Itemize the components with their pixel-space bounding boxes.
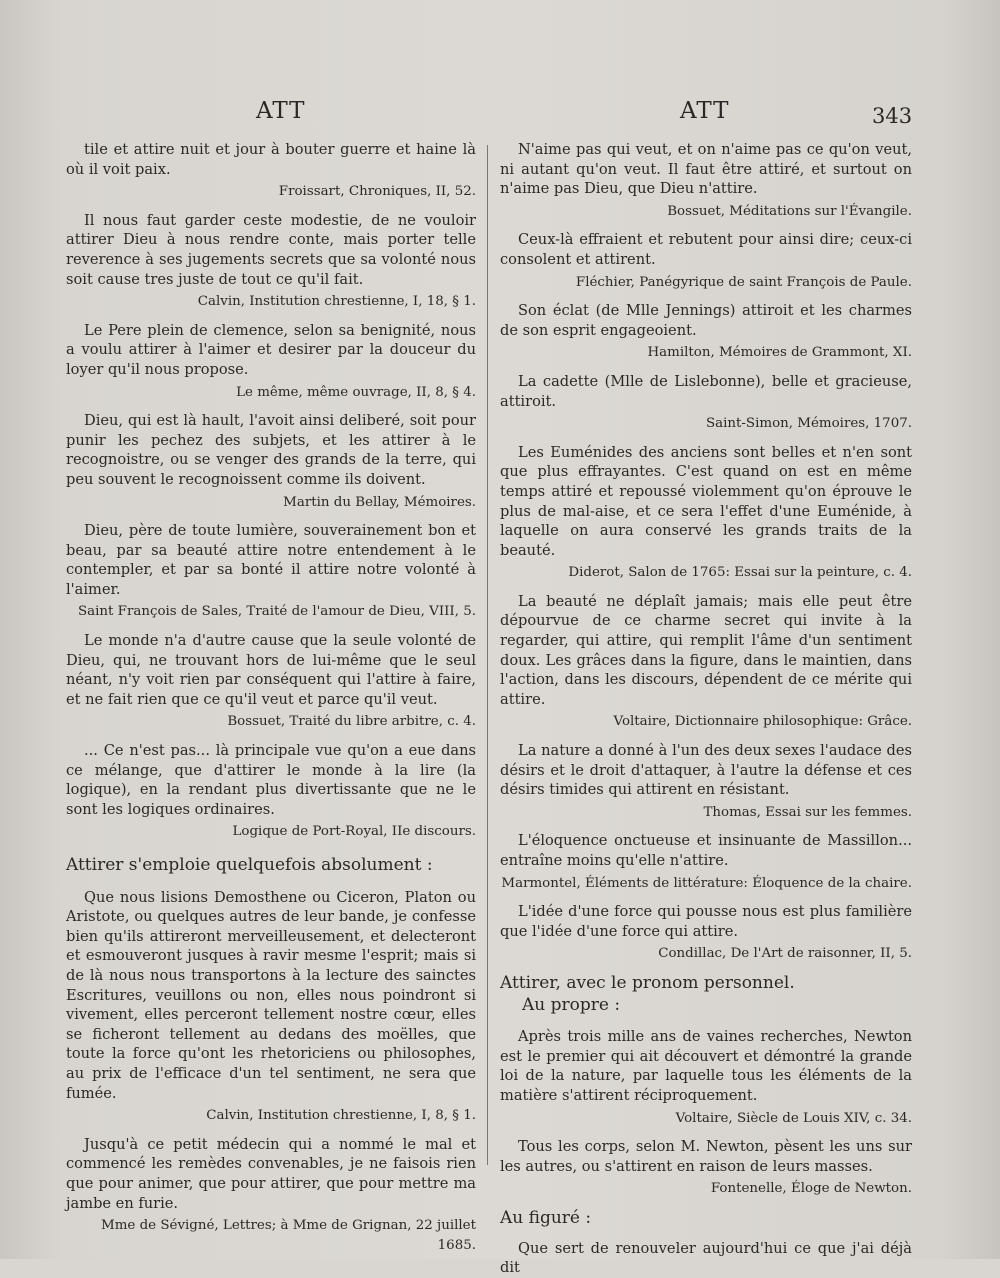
quotation: Jusqu'à ce petit médecin qui a nommé le mal et commencé les remèdes convenables, je ne faisois rien que pour animer, que pour attirer, que pour mettre ma jambe en furie. bbox=[66, 1135, 476, 1212]
page-number: 343 bbox=[872, 104, 913, 128]
quotation: Tous les corps, selon M. Newton, pèsent les uns sur les autres, ou s'attirent en raison de leurs masses. bbox=[500, 1138, 912, 1175]
quotation: Les Euménides des anciens sont belles et n'en sont que plus effrayantes. C'est quand on est en même temps attiré et repoussé violemment qu'on éprouve le plus de mal-aise, et ce sera l'effet d'une Euménide, à laquelle on aura conservé les grands traits de la beauté. bbox=[500, 443, 912, 559]
quotation: L'idée d'une force qui pousse nous est plus familière que l'idée d'une force qui attire. bbox=[500, 903, 912, 940]
citation: Voltaire, Siècle de Louis XIV, c. 34. bbox=[675, 1110, 912, 1126]
quotation: La beauté ne déplaît jamais; mais elle peut être dépourvue de ce charme secret qui invite à la regarder, qui attire, qui remplit l'âme d'un sentiment doux. Les grâces dans la figure, dans le maintien, dans l'action, dans les discours, dépendent de ce mérite qui attire. bbox=[500, 592, 912, 708]
citation: Condillac, De l'Art de raisonner, II, 5. bbox=[658, 946, 912, 962]
subheading: Au propre : bbox=[522, 994, 621, 1015]
quotation: Le Pere plein de clemence, selon sa benignité, nous a voulu attirer à l'aimer et desirer par la douceur du loyer qu'il nous propose. bbox=[66, 321, 476, 378]
citation: Saint-Simon, Mémoires, 1707. bbox=[705, 416, 912, 432]
quotation: Après trois mille ans de vaines recherches, Newton est le premier qui ait découvert et démontré la grande loi de la nature, par laquelle tous les éléments de la matière s'attirent réciproquement. bbox=[500, 1028, 912, 1104]
citation: Thomas, Essai sur les femmes. bbox=[703, 804, 912, 820]
quotation: Le monde n'a d'autre cause que la seule volonté de Dieu, qui, ne trouvant hors de lui-même que le seul néant, n'y voit rien par conséquent qui l'attire à faire, et ne fait rien que ce qu'il veut et parce qu'il veut. bbox=[66, 632, 476, 708]
right-column bbox=[500, 140, 912, 1278]
left-column bbox=[66, 140, 476, 1264]
quotation: Dieu, père de toute lumière, souverainement bon et beau, par sa beauté attire notre entendement à le contempler, et par sa bonté il attire notre volonté à l'aimer. bbox=[66, 522, 476, 598]
citation: Calvin, Institution chrestienne, I, 8, § 1. bbox=[206, 1108, 476, 1124]
quotation: Que nous lisions Demosthene ou Ciceron, Platon ou Aristote, ou quelques autres de leur bande, je confesse bien qu'ils attireront merveilleusement, et delecteront et esmouveront jusques à ravir mesme l'esprit; mais si de là nous nous transportons à la lecture des sainctes Escritures, veuillons ou non, elles nous poindront si vivement, elles perceront tellement nostre cœur, elles se ficheront tellement au dedans des moëlles, que toute la force qu'ont les rhetoriciens ou philosophes, au prix de l'efficace d'un tel sentiment, ne sera que fumée. bbox=[66, 888, 476, 1102]
citation: Fléchier, Panégyrique de saint François de Paule. bbox=[575, 274, 912, 290]
citation: Martin du Bellay, Mémoires. bbox=[283, 494, 476, 510]
section-heading: Attirer s'emploie quelquefois absolument : bbox=[66, 855, 433, 875]
quotation: La cadette (Mlle de Lislebonne), belle et gracieuse, attiroit. bbox=[500, 372, 912, 410]
citation: Calvin, Institution chrestienne, I, 18, § 1. bbox=[197, 294, 476, 310]
quotation: La nature a donné à l'un des deux sexes l'audace des désirs et le droit d'attaquer, à l'autre la défense et ces désirs timides qui attirent en résistant. bbox=[500, 742, 912, 799]
running-head-left: ATT bbox=[256, 98, 306, 124]
citation: Fontenelle, Éloge de Newton. bbox=[710, 1181, 912, 1197]
section-heading: Attirer, avec le pronom personnel. bbox=[500, 972, 795, 993]
quotation: Son éclat (de Mlle Jennings) attiroit et les charmes de son esprit engageoient. bbox=[500, 302, 912, 339]
citation: Bossuet, Traité du libre arbitre, c. 4. bbox=[227, 714, 476, 730]
citation: Saint François de Sales, Traité de l'amour de Dieu, VIII, 5. bbox=[77, 604, 476, 620]
column-divider bbox=[487, 145, 488, 1165]
citation: Diderot, Salon de 1765: Essai sur la peinture, c. 4. bbox=[568, 565, 912, 581]
citation: Voltaire, Dictionnaire philosophique: Grâce. bbox=[613, 714, 912, 730]
citation: Bossuet, Méditations sur l'Évangile. bbox=[667, 203, 912, 219]
citation: Logique de Port-Royal, IIe discours. bbox=[232, 824, 476, 840]
subheading: Au figuré : bbox=[500, 1207, 592, 1228]
quotation: Il nous faut garder ceste modestie, de ne vouloir attirer Dieu à nous rendre conte, mais porter telle reverence à ses jugements secrets que sa volonté nous soit cause tres juste de tout ce qu'il fait. bbox=[66, 211, 476, 288]
quotation: N'aime pas qui veut, et on n'aime pas ce qu'on veut, ni autant qu'on veut. Il faut être attiré, et surtout on n'aime pas Dieu, que Dieu n'attire. bbox=[500, 141, 912, 198]
citation: Hamilton, Mémoires de Grammont, XI. bbox=[647, 345, 912, 361]
running-head-right: ATT bbox=[680, 98, 730, 124]
citation: Le même, même ouvrage, II, 8, § 4. bbox=[236, 384, 476, 400]
quotation: L'éloquence onctueuse et insinuante de Massillon... entraîne moins qu'elle n'attire. bbox=[500, 832, 912, 869]
quotation: Ceux-là effraient et rebutent pour ainsi dire; ceux-ci consolent et attirent. bbox=[500, 231, 912, 268]
quotation: ... Ce n'est pas... là principale vue qu'on a eue dans ce mélange, que d'attirer le monde à la lire (la logique), en la rendant plus divertissante que ne le sont les logiques ordinaires. bbox=[66, 742, 476, 818]
citation: Mme de Sévigné, Lettres; à Mme de Grignan, 22 juillet 1685. bbox=[101, 1218, 476, 1253]
quotation: Dieu, qui est là hault, l'avoit ainsi deliberé, soit pour punir les pechez des subjets, et les attirer à le recognoistre, ou se venger des grands de la terre, qui peu souvent le recognoissent comme ils doivent. bbox=[66, 412, 476, 488]
quotation: tile et attire nuit et jour à bouter guerre et haine là où il voit paix. bbox=[66, 141, 476, 178]
citation: Marmontel, Éléments de littérature: Éloquence de la chaire. bbox=[501, 875, 912, 891]
quotation: Que sert de renouveler aujourd'hui ce que j'ai déjà dit bbox=[500, 1239, 912, 1277]
citation: Froissart, Chroniques, II, 52. bbox=[278, 184, 476, 200]
